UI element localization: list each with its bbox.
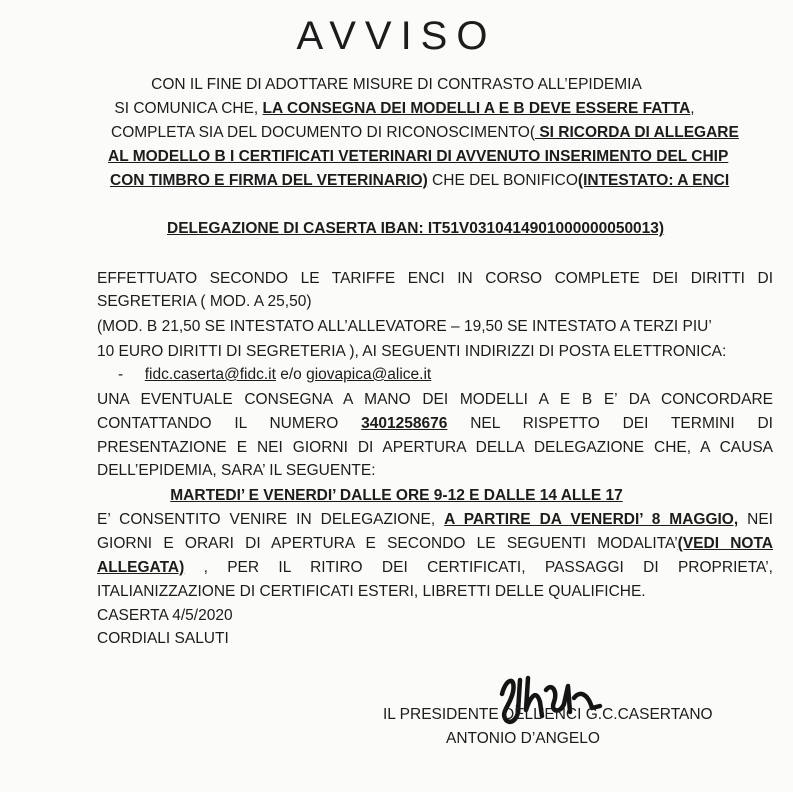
email-line: - fidc.caserta@fidc.it e/o giovapica@alice.it — [118, 366, 432, 383]
body-line-12: ITALIANIZZAZIONE DI CERTIFICATI ESTERI, LIBRETTI DELLE QUALIFICHE. — [97, 583, 646, 600]
iban-line: DELEGAZIONE DI CASERTA IBAN: IT51V0310414901000000050013) — [167, 220, 665, 237]
body-line-2: SEGRETERIA ( MOD. A 25,50) — [97, 293, 312, 310]
body-line-6: CONTATTANDO IL NUMERO 3401258676 NEL RISPETTO DEI TERMINI DI — [97, 415, 773, 432]
body-line-8: DELL’EPIDEMIA, SARA’ IL SEGUENTE: — [97, 462, 376, 479]
body-line-7: PRESENTAZIONE E NEI GIORNI DI APERTURA DELLA DELEGAZIONE CHE, A CAUSA — [97, 439, 773, 456]
body-line-9: E’ CONSENTITO VENIRE IN DELEGAZIONE, A PARTIRE DA VENERDI’ 8 MAGGIO, NEI — [97, 511, 773, 528]
intro-line-5: CON TIMBRO E FIRMA DEL VETERINARIO) CHE DEL BONIFICO(INTESTATO: A ENCI — [110, 172, 730, 189]
signature-title: IL PRESIDENTE DELL’ENCI G.C.CASERTANO — [383, 706, 713, 723]
body-line-1: EFFETTUATO SECONDO LE TARIFFE ENCI IN CORSO COMPLETE DEI DIRITTI DI — [97, 270, 773, 287]
intro-line-2: SI COMUNICA CHE, LA CONSEGNA DEI MODELLI A E B DEVE ESSERE FATTA, — [114, 100, 695, 117]
delivery-requirement: LA CONSEGNA DEI MODELLI A E B DEVE ESSERE FATTA — [262, 100, 691, 117]
email-fidc[interactable]: fidc.caserta@fidc.it — [144, 366, 276, 383]
closing-greeting: CORDIALI SALUTI — [97, 630, 229, 647]
intro-line-4: AL MODELLO B I CERTIFICATI VETERINARI DI AVVENUTO INSERIMENTO DEL CHIP — [108, 148, 729, 165]
notice-title: AVVISO — [296, 14, 497, 58]
body-line-11: ALLEGATA) , PER IL RITIRO DEI CERTIFICATI, PASSAGGI DI PROPRIETA’, — [97, 559, 773, 576]
intro-line-3: COMPLETA SIA DEL DOCUMENTO DI RICONOSCIMENTO( SI RICORDA DI ALLEGARE — [111, 124, 739, 141]
intro-line-1: CON IL FINE DI ADOTTARE MISURE DI CONTRASTO ALL’EPIDEMIA — [151, 76, 642, 93]
bullet-dash: - — [118, 366, 124, 383]
body-line-4: 10 EURO DIRITTI DI SEGRETERIA ), AI SEGUENTI INDIRIZZI DI POSTA ELETTRONICA: — [97, 343, 727, 360]
body-line-3: (MOD. B 21,50 SE INTESTATO ALL’ALLEVATORE – 19,50 SE INTESTATO A TERZI PIU’ — [97, 318, 712, 335]
email-giovapica[interactable]: giovapica@alice.it — [306, 366, 432, 383]
phone-number: 3401258676 — [361, 415, 448, 432]
signature-name: ANTONIO D’ANGELO — [446, 730, 600, 747]
opening-schedule: MARTEDI’ E VENERDI’ DALLE ORE 9-12 E DALLE 14 ALLE 17 — [170, 487, 623, 504]
document-date: CASERTA 4/5/2020 — [97, 607, 233, 624]
body-line-5: UNA EVENTUALE CONSEGNA A MANO DEI MODELLI A E B E’ DA CONCORDARE — [97, 391, 773, 408]
body-line-10: GIORNI E ORARI DI APERTURA E SECONDO LE SEGUENTI MODALITA’(VEDI NOTA — [97, 535, 773, 552]
